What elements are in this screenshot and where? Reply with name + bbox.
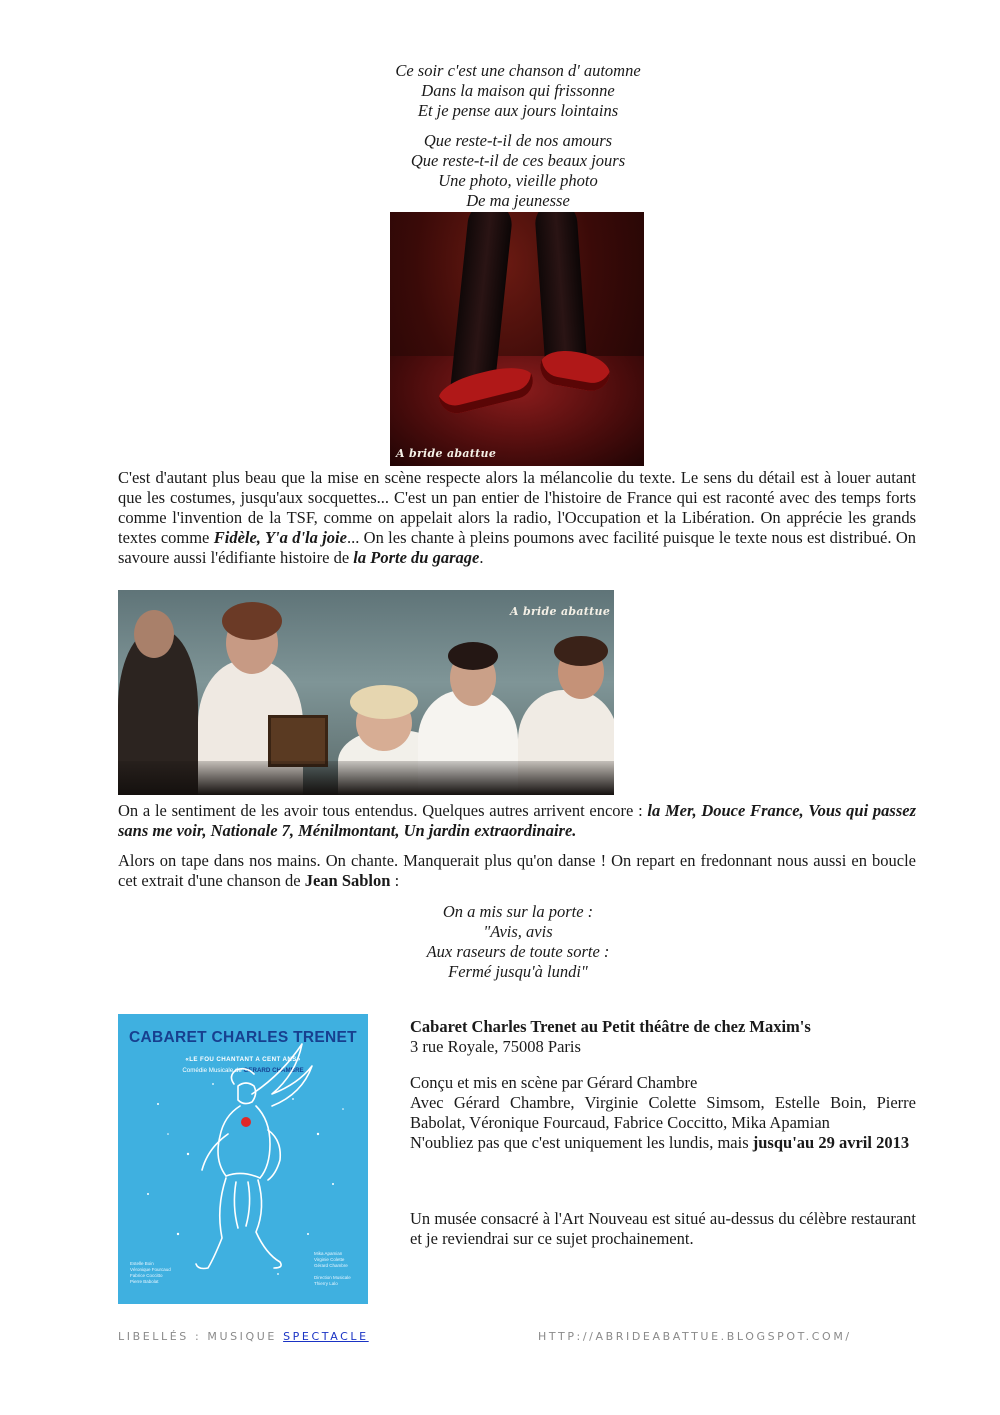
verse-line: Une photo, vieille photo — [438, 171, 598, 190]
verse-line: Aux raseurs de toute sorte : — [426, 942, 610, 961]
poster-cast-name: Gérard Chambre — [314, 1263, 348, 1268]
photo-watermark: A bride abattue — [510, 605, 611, 618]
verse-line: On a mis sur la porte : — [442, 902, 594, 921]
show-info — [410, 1017, 916, 1057]
poster-cast-name: Thierry Lalo — [314, 1281, 338, 1286]
poster-cast-name: Véronique Fourcaud — [130, 1267, 171, 1272]
show-cast: Avec Gérard Chambre, Virginie Colette Simsom, Estelle Boin, Pierre Babolat, Véronique Fourcaud, Fabrice Coccitto, Mika Apamian — [410, 1093, 916, 1132]
paragraph-text: : — [390, 871, 400, 890]
poster-credit-name: GERARD CHAMBRE — [243, 1067, 304, 1074]
poster-cast-left — [130, 1261, 171, 1285]
song-titles: Fidèle, Y'a d'la joie — [213, 528, 347, 547]
song-titles: la Mer, Douce France, Vous qui passez sans me voir, Nationale 7, Ménilmontant, Un jardin extraordinaire. — [118, 801, 916, 840]
venue-name: Cabaret Charles Trenet au Petit théâtre de chez Maxim's — [410, 1017, 811, 1036]
paragraph-text: ... On les chante à pleins poumons avec facilité puisque le texte nous est distribué. On savoure aussi l'édifiante histoire de — [118, 528, 916, 567]
paragraph-text: Alors on tape dans nos mains. On chante. Manquerait plus qu'on danse ! On repart en fredonnant nous aussi en boucle cet extrait d'une chanson de — [118, 851, 916, 890]
poster-cast-name: Virginie Colette — [314, 1257, 345, 1262]
verse-stanza-1 — [290, 61, 746, 121]
verse-line: Fermé jusqu'à lundi" — [448, 962, 588, 981]
verse-line: Que reste-t-il de nos amours — [423, 131, 613, 150]
poster-credit-prefix: Comédie Musicale de — [182, 1067, 244, 1074]
verse-line: Et je pense aux jours lointains — [417, 101, 619, 120]
poster-cast-name: Fabrice Coccitto — [130, 1273, 163, 1278]
paragraph-more-songs — [118, 801, 916, 841]
verse-stanza-3 — [290, 902, 746, 982]
artist-name: Jean Sablon — [304, 871, 391, 890]
label-link-spectacle[interactable]: SPECTACLE — [283, 1330, 369, 1343]
poster-cast-right — [314, 1251, 351, 1287]
footer-url: HTTP://ABRIDEABATTUE.BLOGSPOT.COM/ — [538, 1330, 852, 1343]
verse-line: Dans la maison qui frissonne — [421, 81, 615, 100]
poster-title: CABARET CHARLES TRENET — [129, 1029, 357, 1046]
paragraph-text: On a le sentiment de les avoir tous entendus. Quelques autres arrivent encore : — [118, 801, 648, 820]
photo-cast-on-stage — [118, 590, 614, 795]
show-dates — [410, 1133, 916, 1153]
photo-radio — [268, 715, 328, 767]
photo-foreground-audience — [118, 761, 614, 795]
verse-line: "Avis, avis — [483, 922, 553, 941]
photo-dancer-shoes — [390, 212, 644, 466]
show-poster — [118, 1014, 368, 1304]
poster-cast-name: Direction Musicale — [314, 1275, 351, 1280]
paragraph-text: . — [479, 548, 484, 567]
photo-watermark: A bride abattue — [396, 447, 497, 460]
paragraph-staging — [118, 468, 916, 568]
poster-subtitle: «LE FOU CHANTANT A CENT ANS» — [185, 1056, 301, 1063]
show-dates-text: N'oubliez pas que c'est uniquement les lundis, mais — [410, 1133, 753, 1152]
show-info-credits — [410, 1073, 916, 1153]
paragraph-text: C'est d'autant plus beau que la mise en scène respecte alors la mélancolie du texte. Le sens du détail est à louer autant que les costumes, jusqu'aux socquettes... C'est un pan entier de l'histoire de France qui est raconté avec des temps forts comme l'invention de la TSF, comme on appelait alors la radio, l'Occupation et la Libération. On apprécie les grands textes comme — [118, 468, 916, 547]
footer-labels-prefix: LIBELLÉS : MUSIQUE — [118, 1330, 284, 1343]
museum-note: Un musée consacré à l'Art Nouveau est situé au-dessus du célèbre restaurant et je reviendrai sur ce sujet prochainement. — [410, 1209, 916, 1248]
photo-figure-hair — [554, 636, 608, 666]
footer-labels — [118, 1327, 369, 1347]
poster-cast-name: Mika Apamian — [314, 1251, 343, 1256]
photo-figure-head — [134, 610, 174, 658]
verse-stanza-2 — [290, 131, 746, 211]
verse-line: Ce soir c'est une chanson d' automne — [395, 61, 641, 80]
song-title: la Porte du garage — [353, 548, 480, 567]
photo-figure-hair — [222, 602, 282, 640]
poster-cast-name: Estelle Boin — [130, 1261, 154, 1266]
poster-cast-name: Pierre Babolat — [130, 1279, 159, 1284]
paragraph-sing-along — [118, 851, 916, 891]
show-info-museum — [410, 1209, 916, 1249]
show-dates-end: jusqu'au 29 avril 2013 — [752, 1133, 910, 1152]
verse-line: Que reste-t-il de ces beaux jours — [410, 151, 626, 170]
show-credits: Conçu et mis en scène par Gérard Chambre — [410, 1073, 698, 1092]
verse-line: De ma jeunesse — [466, 191, 570, 210]
venue-address: 3 rue Royale, 75008 Paris — [410, 1037, 581, 1056]
photo-figure-hair — [350, 685, 418, 719]
photo-figure-hair — [448, 642, 498, 670]
